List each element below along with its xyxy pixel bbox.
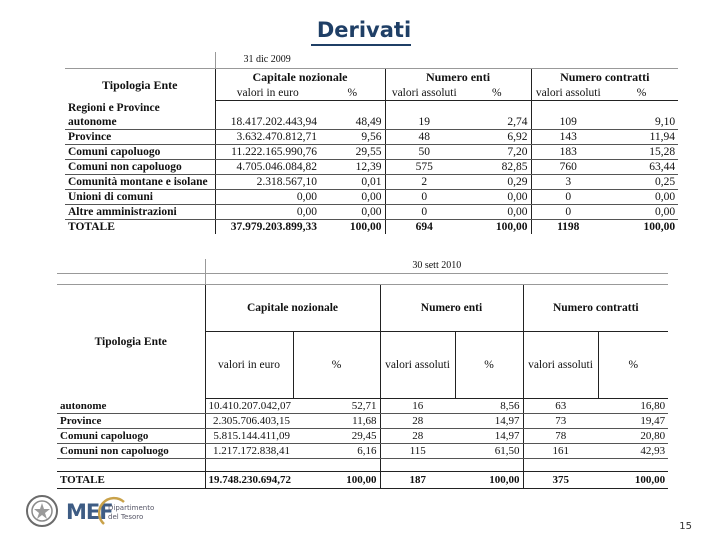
table-row bbox=[65, 175, 678, 190]
total-pct-cap: 100,00 bbox=[349, 221, 382, 233]
derivatives-table-2010 bbox=[57, 259, 668, 489]
row-ente: Comuni non capoluogo bbox=[57, 444, 205, 459]
row-pct-contr: 16,80 bbox=[598, 399, 668, 414]
row-contratti: 3 bbox=[531, 175, 605, 190]
row-pct-cap: 9,56 bbox=[320, 130, 385, 145]
row-contratti: 73 bbox=[523, 414, 598, 429]
total-enti: 187 bbox=[380, 472, 455, 489]
row-euro: 10.410.207.042,07 bbox=[205, 399, 293, 414]
table-date: 31 dic 2009 bbox=[215, 52, 678, 69]
row-pct-contr: 15,28 bbox=[605, 145, 678, 160]
row-label-regioni: Regioni e Province bbox=[68, 101, 160, 114]
row-enti: 0 bbox=[385, 190, 463, 205]
header-numero-contratti: Numero contratti bbox=[523, 285, 668, 332]
row-pct-cap: 0,01 bbox=[320, 175, 385, 190]
row-ente: Altre amministrazioni bbox=[65, 205, 215, 220]
row-pct-contr: 20,80 bbox=[598, 429, 668, 444]
mef-logo-text: MEF bbox=[66, 500, 113, 524]
row-pct-contr: 9,10 bbox=[605, 115, 678, 130]
row-enti: 50 bbox=[385, 145, 463, 160]
header-pct: % bbox=[463, 85, 531, 101]
header-tipologia-ente: Tipologia Ente bbox=[94, 335, 167, 348]
row-pct-contr: 0,25 bbox=[605, 175, 678, 190]
row-enti: 28 bbox=[380, 429, 455, 444]
total-pct-enti: 100,00 bbox=[455, 472, 523, 489]
title-underline bbox=[311, 44, 411, 46]
header-valori-assoluti: valori assoluti bbox=[380, 332, 455, 399]
total-enti: 694 bbox=[385, 220, 463, 235]
row-pct-enti: 8,56 bbox=[455, 399, 523, 414]
total-pct-enti: 100,00 bbox=[495, 221, 528, 233]
table-row bbox=[65, 145, 678, 160]
table-date: 30 sett 2010 bbox=[205, 259, 668, 274]
row-euro: 2.305.706.403,15 bbox=[205, 414, 293, 429]
header-valori-euro: valori in euro bbox=[205, 332, 293, 399]
table-row bbox=[65, 160, 678, 175]
row-pct-contr: 42,93 bbox=[598, 444, 668, 459]
row-contratti: 161 bbox=[523, 444, 598, 459]
row-euro: 0,00 bbox=[215, 205, 320, 220]
row-enti: 28 bbox=[380, 414, 455, 429]
row-contratti: 183 bbox=[531, 145, 605, 160]
table-row bbox=[57, 444, 668, 459]
row-ente: Comuni capoluogo bbox=[57, 429, 205, 444]
header-valori-euro: valori in euro bbox=[215, 85, 320, 101]
row-euro: 4.705.046.084,82 bbox=[215, 160, 320, 175]
row-contratti: 0 bbox=[531, 190, 605, 205]
row-pct-enti: 0,29 bbox=[463, 175, 531, 190]
total-pct-cap: 100,00 bbox=[293, 472, 380, 489]
row-ente: Comunità montane e isolane bbox=[65, 175, 215, 190]
row-contratti: 0 bbox=[531, 205, 605, 220]
row-euro: 0,00 bbox=[215, 190, 320, 205]
row-pct-cap: 6,16 bbox=[293, 444, 380, 459]
table-row bbox=[57, 399, 668, 414]
page-number: 15 bbox=[679, 521, 692, 532]
row-pct-contr: 19,47 bbox=[598, 414, 668, 429]
row-pct-cap: 48,49 bbox=[320, 115, 385, 130]
republic-emblem-icon bbox=[25, 494, 59, 528]
header-valori-assoluti: valori assoluti bbox=[523, 332, 598, 399]
row-pct-enti: 6,92 bbox=[463, 130, 531, 145]
total-euro: 19.748.230.694,72 bbox=[205, 472, 293, 489]
row-ente: Unioni di comuni bbox=[65, 190, 215, 205]
total-contratti: 375 bbox=[523, 472, 598, 489]
table-row bbox=[65, 205, 678, 220]
table-row bbox=[65, 190, 678, 205]
row-ente: Comuni non capoluogo bbox=[65, 160, 215, 175]
row-enti: 16 bbox=[380, 399, 455, 414]
row-pct-cap: 12,39 bbox=[320, 160, 385, 175]
row-pct-enti: 82,85 bbox=[463, 160, 531, 175]
row-contratti: 760 bbox=[531, 160, 605, 175]
row-contratti: 63 bbox=[523, 399, 598, 414]
row-pct-enti: 0,00 bbox=[463, 205, 531, 220]
row-euro: 1.217.172.838,41 bbox=[205, 444, 293, 459]
row-pct-contr: 0,00 bbox=[605, 190, 678, 205]
header-valori-assoluti: valori assoluti bbox=[385, 85, 463, 101]
row-enti: 48 bbox=[385, 130, 463, 145]
row-pct-enti: 2,74 bbox=[463, 115, 531, 130]
row-enti: 19 bbox=[385, 115, 463, 130]
header-numero-enti: Numero enti bbox=[380, 285, 523, 332]
row-ente: autonome bbox=[65, 115, 215, 130]
header-pct: % bbox=[293, 332, 380, 399]
table-row bbox=[65, 115, 678, 130]
row-pct-cap: 0,00 bbox=[320, 205, 385, 220]
row-enti: 575 bbox=[385, 160, 463, 175]
row-ente: autonome bbox=[57, 399, 205, 414]
total-pct-contr: 100,00 bbox=[598, 472, 668, 489]
total-label: TOTALE bbox=[57, 472, 205, 489]
row-contratti: 143 bbox=[531, 130, 605, 145]
row-euro: 2.318.567,10 bbox=[215, 175, 320, 190]
table-row bbox=[57, 414, 668, 429]
row-euro: 11.222.165.990,76 bbox=[215, 145, 320, 160]
row-euro: 5.815.144.411,09 bbox=[205, 429, 293, 444]
row-enti: 2 bbox=[385, 175, 463, 190]
slide-title: Derivati bbox=[316, 18, 412, 42]
row-pct-enti: 61,50 bbox=[455, 444, 523, 459]
row-pct-cap: 52,71 bbox=[293, 399, 380, 414]
total-contratti: 1198 bbox=[531, 220, 605, 235]
row-pct-enti: 0,00 bbox=[463, 190, 531, 205]
total-pct-contr: 100,00 bbox=[643, 221, 676, 233]
row-pct-contr: 0,00 bbox=[605, 205, 678, 220]
header-pct: % bbox=[455, 332, 523, 399]
row-pct-cap: 11,68 bbox=[293, 414, 380, 429]
header-tipologia-ente: Tipologia Ente bbox=[65, 69, 215, 101]
total-euro: 37.979.203.899,33 bbox=[215, 220, 320, 235]
row-pct-cap: 0,00 bbox=[320, 190, 385, 205]
derivatives-table-2009 bbox=[65, 52, 678, 234]
row-pct-contr: 63,44 bbox=[605, 160, 678, 175]
department-label: Dipartimento del Tesoro bbox=[108, 504, 155, 521]
table-row bbox=[65, 130, 678, 145]
row-enti: 0 bbox=[385, 205, 463, 220]
header-capitale-nozionale: Capitale nozionale bbox=[205, 285, 380, 332]
row-pct-enti: 14,97 bbox=[455, 414, 523, 429]
header-pct: % bbox=[320, 85, 385, 101]
header-numero-contratti: Numero contratti bbox=[531, 69, 678, 86]
row-ente: Comuni capoluogo bbox=[65, 145, 215, 160]
header-pct: % bbox=[598, 332, 668, 399]
row-pct-cap: 29,55 bbox=[320, 145, 385, 160]
total-label: TOTALE bbox=[68, 221, 115, 233]
header-valori-assoluti: valori assoluti bbox=[531, 85, 605, 101]
row-ente: Province bbox=[65, 130, 215, 145]
header-numero-enti: Numero enti bbox=[385, 69, 531, 86]
row-pct-contr: 11,94 bbox=[605, 130, 678, 145]
row-euro: 18.417.202.443,94 bbox=[215, 115, 320, 130]
table-row bbox=[57, 429, 668, 444]
header-capitale-nozionale: Capitale nozionale bbox=[215, 69, 385, 86]
header-pct: % bbox=[605, 85, 678, 101]
row-euro: 3.632.470.812,71 bbox=[215, 130, 320, 145]
row-ente: Province bbox=[57, 414, 205, 429]
row-pct-cap: 29,45 bbox=[293, 429, 380, 444]
row-contratti: 78 bbox=[523, 429, 598, 444]
row-pct-enti: 14,97 bbox=[455, 429, 523, 444]
row-pct-enti: 7,20 bbox=[463, 145, 531, 160]
row-enti: 115 bbox=[380, 444, 455, 459]
row-contratti: 109 bbox=[531, 115, 605, 130]
